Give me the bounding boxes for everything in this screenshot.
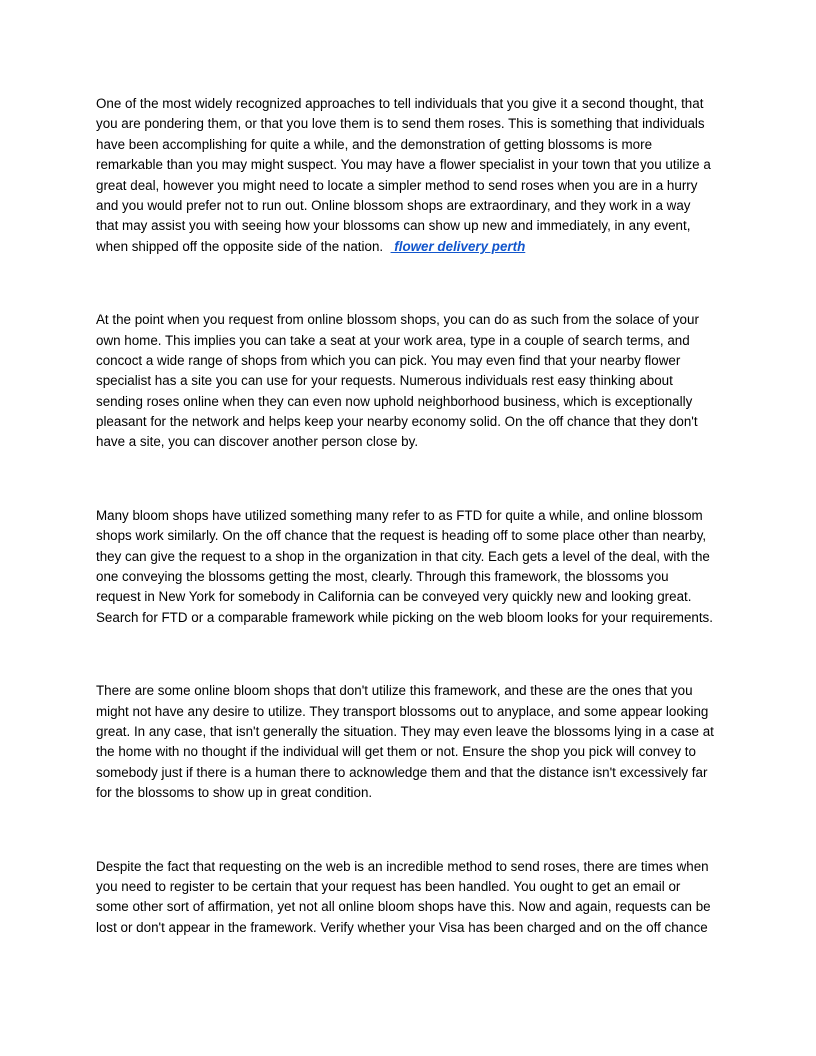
paragraph-spacer: [96, 453, 722, 506]
paragraph-line: lost or don't appear in the framework. Verify whether your Visa has been charged and on the off chance: [96, 919, 708, 935]
paragraph-2: [96, 310, 722, 453]
paragraph-line: own home. This implies you can take a seat at your work area, type in a couple of search terms, and: [96, 332, 690, 348]
paragraph-spacer: [96, 628, 722, 681]
paragraph-line: One of the most widely recognized approaches to tell individuals that you give it a second thought, that: [96, 96, 704, 111]
paragraph-line: Search for FTD or a comparable framework while picking on the web bloom looks for your requirements.: [96, 609, 713, 625]
paragraph-line: you need to register to be certain that your request has been handled. You ought to get an email or: [96, 878, 681, 894]
paragraph-line: At the point when you request from online blossom shops, you can do as such from the solace of your: [96, 312, 699, 328]
paragraph-line: for the blossoms to show up in great condition.: [96, 785, 373, 801]
paragraph-line: have been accomplishing for quite a while, and the demonstration of getting blossoms is more: [96, 136, 653, 152]
paragraph-line: Many bloom shops have utilized something many refer to as FTD for quite a while, and online blossom: [96, 507, 703, 523]
paragraph-line: shops work similarly. On the off chance that the request is heading off to some place other than nearby,: [96, 528, 707, 544]
paragraph-line: concoct a wide range of shops from which you can pick. You may even find that your nearby flower: [96, 352, 681, 368]
paragraph-4: [96, 681, 722, 803]
paragraph-line: they can give the request to a shop in the organization in that city. Each gets a level of the deal, with the: [96, 548, 710, 564]
paragraph-1: [96, 94, 722, 257]
paragraph-line: pleasant for the network and helps keep your nearby economy solid. On the off chance that they don't: [96, 414, 698, 430]
paragraph-line: request in New York for somebody in California can be conveyed very quickly new and looking great.: [96, 589, 692, 605]
paragraph-line: somebody just if there is a human there to acknowledge them and that the distance isn't excessively far: [96, 764, 708, 780]
paragraph-line: There are some online bloom shops that don't utilize this framework, and these are the ones that you: [96, 683, 693, 699]
paragraph-line: that may assist you with seeing how your blossoms can show up new and immediately, in any event,: [96, 218, 691, 234]
paragraph-line: specialist has a site you can use for your requests. Numerous individuals rest easy thinking about: [96, 373, 673, 389]
paragraph-spacer: [96, 804, 722, 857]
paragraph-line: Despite the fact that requesting on the web is an incredible method to send roses, there are times when: [96, 858, 709, 874]
paragraph-line: and you would prefer not to run out. Online blossom shops are extraordinary, and they work in a way: [96, 197, 691, 213]
flower-delivery-link[interactable]: flower delivery perth: [390, 238, 526, 254]
paragraph-line: you are pondering them, or that you love them is to send them roses. This is something that individuals: [96, 116, 705, 132]
paragraph-line: great. In any case, that isn't generally the situation. They may even leave the blossoms lying in a case at: [96, 723, 714, 739]
paragraph-line-text: when shipped off the opposite side of the nation.: [96, 238, 391, 254]
paragraph-line: one conveying the blossoms getting the most, clearly. Through this framework, the blossoms you: [96, 569, 669, 585]
paragraph-line: remarkable than you may might suspect. You may have a flower specialist in your town that you utilize a: [96, 157, 711, 173]
document-page: [96, 94, 722, 938]
paragraph-line: might not have any desire to utilize. They transport blossoms out to anyplace, and some appear looking: [96, 703, 709, 719]
paragraph-line-with-link: [96, 237, 722, 257]
paragraph-line: some other sort of affirmation, yet not all online bloom shops have this. Now and again, requests can be: [96, 899, 711, 915]
paragraph-line: have a site, you can discover another person close by.: [96, 434, 419, 450]
paragraph-line: sending roses online when they can even now uphold neighborhood business, which is exceptionally: [96, 393, 693, 409]
paragraph-line: the home with no thought if the individual will get them or not. Ensure the shop you pick will convey to: [96, 744, 696, 760]
paragraph-3: [96, 506, 722, 628]
paragraph-5: [96, 857, 722, 939]
paragraph-spacer: [96, 257, 722, 310]
paragraph-line: great deal, however you might need to locate a simpler method to send roses when you are in a hurry: [96, 177, 698, 193]
